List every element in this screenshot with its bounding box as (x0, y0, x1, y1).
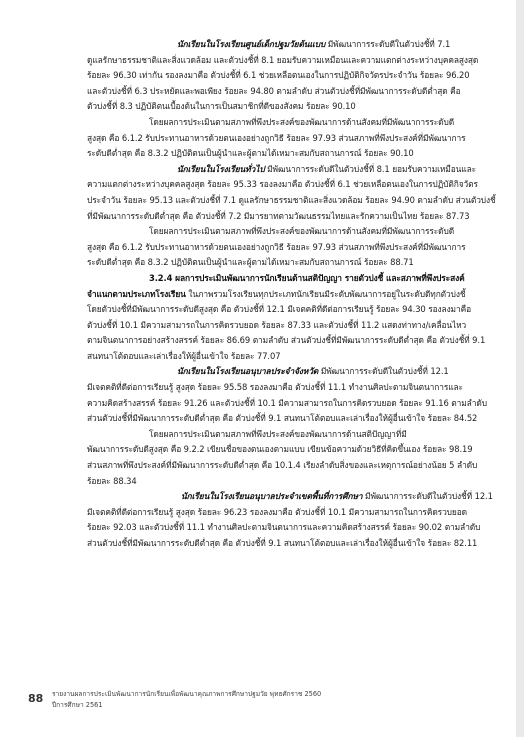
text-line (87, 427, 496, 443)
line-text: ในภาพรวมโรงเรียนทุกประเภทนักเรียนมีระดับพัฒนาการอยู่ในระดับดีทุกตัวบ่งชี้ (185, 288, 466, 299)
text-line (87, 162, 496, 178)
line-text: โดยผลการประเมินตามสภาพที่พึงประสงค์ของพัฒนาการด้านสังคมที่มีพัฒนาการระดับดี (149, 226, 455, 237)
line-text: ตัวบ่งชี้ที่ 8.3 ปฏิบัติตนเบื้องต้นในการเป็นสมาชิกที่ดีของสังคม ร้อยละ 90.10 (87, 101, 356, 112)
text-line (87, 193, 496, 209)
text-line (87, 505, 496, 521)
text-line (87, 536, 496, 552)
line-text: ประจำวัน ร้อยละ 95.13 และตัวบ่งชี้ที่ 7.1 ดูแลรักษาธรรมชาติและสิ่งแวดล้อม ร้อยละ 94.90 ตามลำดับ ส่วนตัวบ่งชี้ (87, 194, 496, 205)
line-text: มีพัฒนาการระดับดีในตัวบ่งชี้ที่ 12.1 (362, 491, 493, 502)
line-text: ตามจินตนาการอย่างสร้างสรรค์ ร้อยละ 86.69 ตามลำดับ ส่วนตัวบ่งชี้ที่มีพัฒนาการระดับดีต่ำสุด คือ ตัวบ่งชี้ที่ 9.1 (87, 335, 486, 346)
text-line (87, 411, 496, 427)
text-line (87, 209, 496, 225)
line-text: ร้อยละ 96.30 เท่ากัน รองลงมาคือ ตัวบ่งชี้ที่ 6.1 ช่วยเหลือตนเองในการปฏิบัติกิจวัตรประจำวัน ร้อยละ 96.20 (87, 70, 470, 81)
paragraph-lead: นักเรียนในโรงเรียนอนุบาลประจำเขตพื้นที่การศึกษา (181, 491, 363, 502)
body-text (87, 37, 496, 552)
footer-academic-year: ปีการศึกษา 2561 (52, 701, 103, 709)
line-text: มีพัฒนาการระดับดีในตัวบ่งชี้ที่ 12.1 (318, 366, 449, 377)
line-text: ร้อยละ 88.34 (87, 475, 137, 486)
section-heading: 3.2.4 ผลการประเมินพัฒนาการนักเรียนด้านสติปัญญา รายตัวบ่งชี้ และสภาพที่พึงประสงค์ (149, 272, 465, 283)
page-footer (28, 688, 498, 716)
line-text: มีเจตคติที่ดีต่อการเรียนรู้ สูงสุด ร้อยละ 96.23 รองลงมาคือ ตัวบ่งชี้ที่ 10.1 มีความสามารถในการคิดรวบยอด (87, 506, 467, 517)
text-line (87, 489, 496, 505)
text-line (87, 364, 496, 380)
line-text: โดยตัวบ่งชี้ที่มีพัฒนาการระดับดีสูงสุด คือ ตัวบ่งชี้ที่ 12.1 มีเจตคติที่ดีต่อการเรียนรู้ ร้อยละ 94.30 รองลงมาคือ (87, 304, 472, 315)
text-line (87, 146, 496, 162)
line-text: ที่มีพัฒนาการระดับดีต่ำสุด คือ ตัวบ่งชี้ที่ 7.2 มีมารยาทตามวัฒนธรรมไทยและรักความเป็นไทย ร้อยละ 87.73 (87, 210, 470, 221)
text-line (87, 68, 496, 84)
line-text: มีเจตคติที่ดีต่อการเรียนรู้ สูงสุด ร้อยละ 95.58 รองลงมาคือ ตัวบ่งชี้ที่ 11.1 ทำงานศิลปะตามจินตนาการและ (87, 382, 463, 393)
line-text: สูงสุด คือ 6.1.2 รับประทานอาหารด้วยตนเองอย่างถูกวิธี ร้อยละ 97.93 ส่วนสภาพที่พึงประสงค์ที่มีพัฒนาการ (87, 132, 466, 143)
line-text: มีพัฒนาการระดับดีในตัวบ่งชี้ที่ 7.1 (325, 39, 451, 49)
text-line (87, 271, 496, 287)
text-line (87, 224, 496, 240)
line-text: ดูแลรักษาธรรมชาติและสิ่งแวดล้อม และตัวบ่งชี้ที่ 8.1 ยอมรับความเหมือนและความแตกต่างระหว่างบุคคลสูงสุด (87, 54, 479, 65)
line-text: ส่วนตัวบ่งชี้ที่มีพัฒนาการระดับดีต่ำสุด คือ ตัวบ่งชี้ที่ 9.1 สนทนาโต้ตอบและเล่าเรื่องให้ผู้อื่นเข้าใจ ร้อยละ 82.11 (87, 538, 478, 548)
line-text: มีพัฒนาการระดับดีในตัวบ่งชี้ที่ 8.1 ยอมรับความเหมือนและ (264, 163, 477, 174)
paragraph-lead: นักเรียนในโรงเรียนทั่วไป (177, 163, 265, 174)
text-line (87, 349, 496, 365)
line-text: สูงสุด คือ 6.1.2 รับประทานอาหารด้วยตนเองอย่างถูกวิธี ร้อยละ 97.93 ส่วนสภาพที่พึงประสงค์ที่มีพัฒนาการ (87, 241, 466, 252)
line-text: ส่วนสภาพที่พึงประสงค์ที่มีพัฒนาการระดับดีต่ำสุด คือ 10.1.4 เรียงลำดับสิ่งของและเหตุการณ์อย่างน้อย 5 ลำดับ (87, 460, 478, 471)
text-line (87, 333, 496, 349)
text-line (87, 458, 496, 474)
text-line (87, 53, 496, 69)
text-line (87, 287, 496, 303)
page-number: 88 (28, 692, 44, 705)
text-line (87, 255, 496, 271)
footer-report-title: รายงานผลการประเมินพัฒนาการนักเรียนเพื่อพัฒนาคุณภาพการศึกษาปฐมวัย พุทธศักราช 2560 (52, 690, 322, 698)
line-text: ระดับดีต่ำสุด คือ 8.3.2 ปฏิบัติตนเป็นผู้นำและผู้ตามได้เหมาะสมกับสถานการณ์ ร้อยละ 90.10 (87, 148, 414, 159)
text-line (87, 520, 496, 536)
text-line (87, 84, 496, 100)
line-text: ร้อยละ 92.03 และตัวบ่งชี้ที่ 11.1 ทำงานศิลปะตามจินตนาการและความคิดสร้างสรรค์ ร้อยละ 90.02 ตามลำดับ (87, 522, 481, 533)
text-line (87, 240, 496, 256)
line-text: ระดับดีต่ำสุด คือ 8.3.2 ปฏิบัติตนเป็นผู้นำและผู้ตามได้เหมาะสมกับสถานการณ์ ร้อยละ 88.71 (87, 257, 414, 268)
text-line (87, 302, 496, 318)
line-text: โดยผลการประเมินตามสภาพที่พึงประสงค์ของพัฒนาการด้านสังคมที่มีพัฒนาการระดับดี (149, 116, 455, 127)
text-line (87, 396, 496, 412)
text-line (87, 115, 496, 131)
text-line (87, 131, 496, 147)
line-text: พัฒนาการระดับดีสูงสุด คือ 9.2.2 เขียนชื่อของตนเองตามแบบ เขียนข้อความด้วยวิธีที่คิดขึ้นเอง ร้อยละ 98.19 (87, 444, 473, 455)
line-text: และตัวบ่งชี้ที่ 6.3 ประหยัดและพอเพียง ร้อยละ 94.80 ตามลำดับ ส่วนตัวบ่งชี้ที่มีพัฒนาการระดับดีต่ำสุด คือ (87, 85, 461, 96)
text-line (87, 177, 496, 193)
paragraph-lead: นักเรียนในโรงเรียนศูนย์เด็กปฐมวัยต้นแบบ (177, 39, 326, 49)
section-heading: จำแนกตามประเภทโรงเรียน (87, 288, 186, 299)
line-text: ความแตกต่างระหว่างบุคคลสูงสุด ร้อยละ 95.33 รองลงมาคือ ตัวบ่งชี้ที่ 6.1 ช่วยเหลือตนเองในการปฏิบัติกิจวัตร (87, 179, 478, 190)
text-line (87, 99, 496, 115)
line-text: ส่วนตัวบ่งชี้ที่มีพัฒนาการระดับดีต่ำสุด คือ ตัวบ่งชี้ที่ 9.1 สนทนาโต้ตอบและเล่าเรื่องให้ผู้อื่นเข้าใจ ร้อยละ 84.52 (87, 413, 478, 424)
text-line (87, 37, 496, 53)
line-text: ความคิดสร้างสรรค์ ร้อยละ 91.26 และตัวบ่งชี้ที่ 10.1 มีความสามารถในการคิดรวบยอด ร้อยละ 91.16 ตามลำดับ (87, 397, 487, 408)
paragraph-lead: นักเรียนในโรงเรียนอนุบาลประจำจังหวัด (177, 366, 319, 377)
page-edge (516, 0, 524, 737)
text-line (87, 380, 496, 396)
line-text: โดยผลการประเมินตามสภาพที่พึงประสงค์ของพัฒนาการด้านสติปัญญาที่มี (149, 428, 407, 439)
line-text: สนทนาโต้ตอบและเล่าเรื่องให้ผู้อื่นเข้าใจ ร้อยละ 77.07 (87, 350, 281, 361)
text-line (87, 318, 496, 334)
text-line (87, 442, 496, 458)
text-line (87, 474, 496, 490)
line-text: ตัวบ่งชี้ที่ 10.1 มีความสามารถในการคิดรวบยอด ร้อยละ 87.33 และตัวบ่งชี้ที่ 11.2 แสดงท่าทาง/เคลื่อนไหว (87, 319, 467, 330)
